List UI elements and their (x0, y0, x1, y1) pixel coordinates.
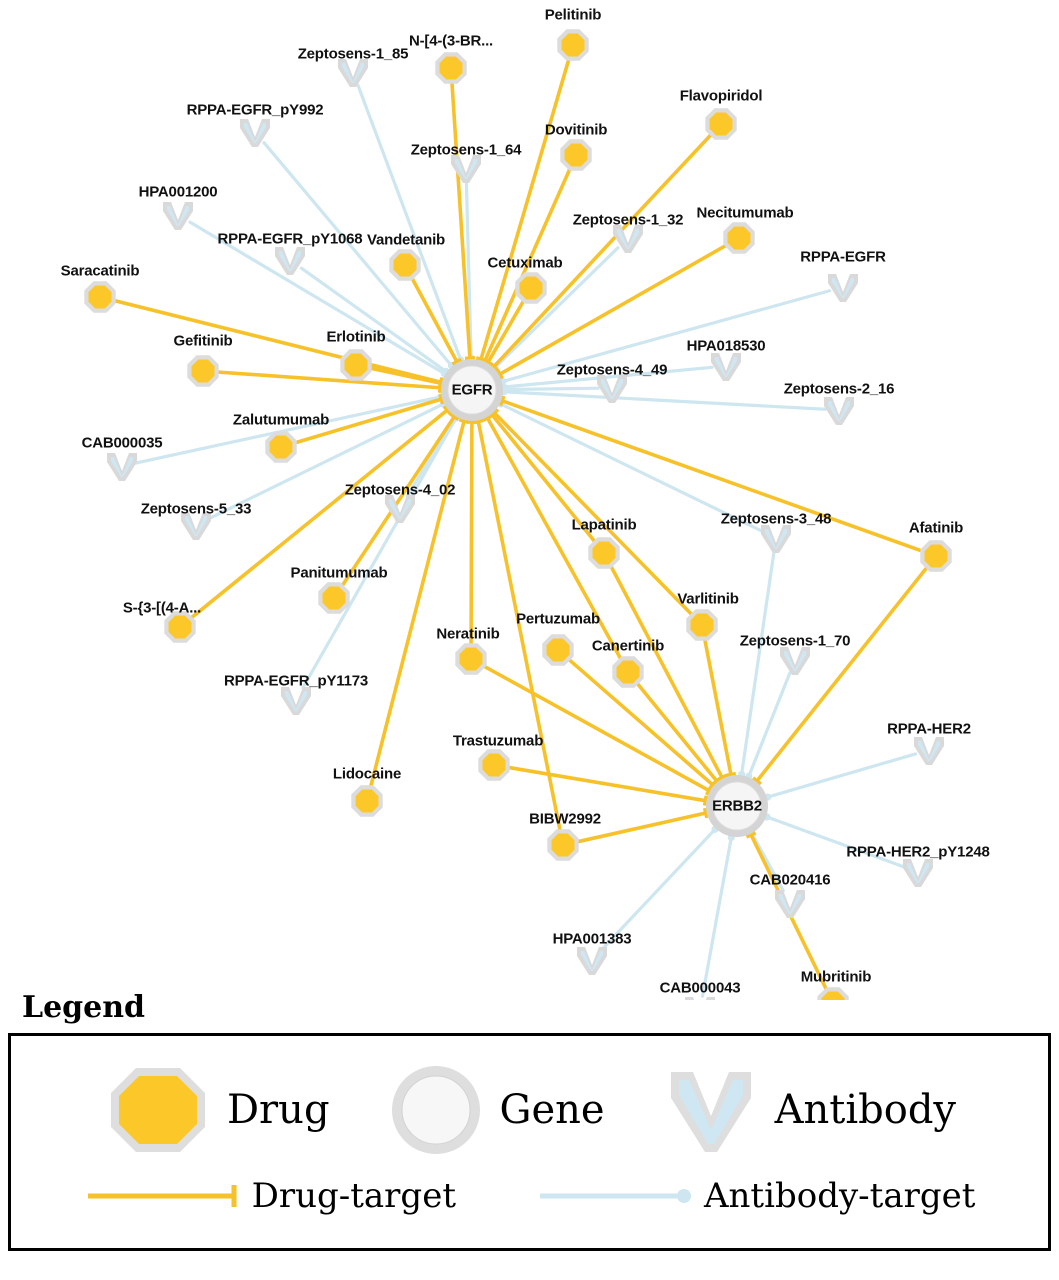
drug-node[interactable] (345, 354, 368, 377)
legend-label-drug-target: Drug-target (251, 1176, 456, 1216)
legend-label-drug: Drug (226, 1087, 330, 1133)
drug-node[interactable] (89, 286, 112, 309)
drug-node[interactable] (323, 587, 346, 610)
antibody-node-group[interactable] (577, 947, 607, 975)
antibody-node-group[interactable] (107, 453, 137, 481)
antibody-node-group[interactable] (828, 274, 858, 302)
drug-target-edge (370, 368, 441, 383)
drug-target-edge (370, 421, 464, 787)
antibody-node-label: RPPA-HER2_pY1248 (846, 843, 990, 861)
drug-node-label: Gefitinib (173, 332, 233, 350)
antibody-node-label: RPPA-HER2 (887, 720, 971, 738)
legend-label-antibody: Antibody (774, 1087, 957, 1133)
drug-node[interactable] (547, 639, 570, 662)
drug-node-label: Erlotinib (326, 328, 386, 346)
drug-node[interactable] (925, 545, 948, 568)
drug-node-label: Canertinib (591, 637, 665, 655)
drug-target-edge (757, 567, 927, 781)
gene-icon (386, 1060, 486, 1160)
antibody-node-label: RPPA-EGFR_pY1068 (217, 230, 363, 248)
antibody-node-group[interactable] (163, 202, 193, 230)
antibody-node-group[interactable] (914, 737, 944, 765)
legend-box (8, 1033, 1051, 1251)
drug-edge-icon (84, 1181, 244, 1211)
legend-item-antibody (661, 1060, 956, 1160)
legend-edge-row (11, 1176, 1048, 1216)
drug-target-edge (502, 401, 923, 552)
drug-node-label: Afatinib (908, 519, 964, 537)
drug-node-label: Lapatinib (571, 516, 637, 534)
legend-label-antibody-target: Antibody-target (703, 1176, 976, 1216)
drug-node-label: Zalutumumab (232, 411, 330, 429)
drug-node[interactable] (356, 790, 379, 813)
drug-icon (103, 1060, 213, 1160)
drug-node-label: Trastuzumab (452, 732, 544, 750)
antibody-node-group[interactable] (275, 247, 305, 275)
drug-target-edge (637, 683, 717, 781)
drug-edge-terminator (705, 796, 707, 806)
drug-target-edge (342, 417, 455, 587)
antibody-node-label: Zeptosens-1_64 (410, 141, 522, 159)
drug-node[interactable] (270, 436, 293, 459)
drug-node[interactable] (483, 754, 506, 777)
drug-node[interactable] (593, 542, 616, 565)
drug-node-label: Cetuximab (487, 254, 563, 272)
drug-node-label: Pelitinib (544, 6, 602, 24)
gene-node-label: ERBB2 (712, 797, 762, 815)
antibody-node-group[interactable] (281, 687, 311, 715)
antibody-node-label: HPA001383 (552, 930, 632, 948)
antibody-edge-icon (536, 1181, 696, 1211)
drug-node[interactable] (460, 648, 483, 671)
drug-node-label: N-[4-(3-BR... (408, 32, 494, 50)
drug-target-edge (481, 58, 569, 359)
antibody-node-label: RPPA-EGFR (800, 248, 886, 266)
antibody-target-edge (742, 552, 774, 774)
drug-node-label: Dovitinib (544, 121, 608, 139)
drug-node[interactable] (562, 34, 585, 57)
gene-node-label: EGFR (451, 381, 493, 399)
drug-node[interactable] (710, 113, 733, 136)
antibody-node-label: Zeptosens-4_02 (344, 481, 456, 499)
legend-label-gene: Gene (499, 1087, 605, 1133)
antibody-node-label: HPA018530 (686, 337, 766, 355)
drug-target-edge (494, 413, 692, 615)
drug-node[interactable] (728, 227, 751, 250)
legend-item-gene (386, 1060, 605, 1160)
antibody-node-label: RPPA-EGFR_pY1173 (223, 672, 369, 690)
legend-item-drug-target (84, 1176, 456, 1216)
drug-node-label: Pertuzumab (516, 610, 600, 628)
drug-node-label: Vandetanib (366, 231, 446, 249)
drug-node-label: S-{3-[(4-A... (122, 599, 202, 617)
antibody-node-group[interactable] (711, 353, 741, 381)
antibody-node-label: Zeptosens-1_32 (572, 211, 684, 229)
drug-node-label: Panitumumab (290, 564, 388, 582)
drug-edge-terminator (465, 358, 475, 359)
drug-node-label: Saracatinib (60, 262, 140, 280)
legend-title: Legend (22, 990, 146, 1025)
drug-node-label: Varlitinib (677, 590, 739, 608)
legend-item-antibody-target (536, 1176, 975, 1216)
drug-node-label: Lidocaine (332, 765, 402, 783)
antibody-icon (661, 1060, 761, 1160)
antibody-node-group[interactable] (780, 647, 810, 675)
antibody-target-edge (768, 754, 916, 797)
drug-node-label: Mubritinib (800, 968, 872, 986)
antibody-node-label: Zeptosens-3_48 (720, 510, 832, 528)
antibody-target-edge (702, 837, 731, 996)
antibody-node-label: Zeptosens-2_16 (783, 380, 895, 398)
legend (8, 990, 1051, 1251)
antibody-target-edge (303, 418, 456, 688)
antibody-node-label: CAB000043 (659, 979, 741, 997)
drug-node[interactable] (617, 661, 640, 684)
drug-node-label: BIBW2992 (529, 810, 601, 828)
antibody-target-edge (301, 268, 446, 371)
drug-node[interactable] (565, 144, 588, 167)
antibody-node-group[interactable] (338, 59, 368, 87)
antibody-node-group[interactable] (775, 890, 805, 918)
antibody-node-label: Zeptosens-5_33 (140, 500, 252, 518)
antibody-target-edge (504, 388, 598, 389)
drug-node[interactable] (440, 57, 463, 80)
drug-node-label: Neratinib (436, 625, 500, 643)
antibody-target-edge (504, 392, 825, 409)
antibody-node-group[interactable] (824, 397, 854, 425)
drug-node[interactable] (552, 834, 575, 857)
antibody-node-group[interactable] (761, 525, 791, 553)
drug-node[interactable] (192, 360, 215, 383)
legend-node-row (11, 1060, 1048, 1160)
drug-node[interactable] (691, 614, 714, 637)
antibody-node-group[interactable] (451, 155, 481, 183)
antibody-node-label: CAB000035 (81, 434, 163, 452)
antibody-node-label: CAB020416 (749, 871, 831, 889)
antibody-node-label: Zeptosens-1_85 (297, 45, 409, 63)
antibody-node-label: RPPA-EGFR_pY992 (186, 101, 324, 119)
antibody-node-label: Zeptosens-4_49 (556, 361, 668, 379)
drug-node-label: Necitumumab (696, 204, 794, 222)
drug-node-label: Flavopiridol (679, 87, 763, 105)
drug-node[interactable] (520, 277, 543, 300)
legend-item-drug (103, 1060, 330, 1160)
drug-target-edge (471, 422, 472, 645)
antibody-node-label: HPA001200 (138, 183, 218, 201)
drug-node[interactable] (169, 616, 192, 639)
drug-node[interactable] (394, 254, 417, 277)
antibody-node-label: Zeptosens-1_70 (739, 632, 851, 650)
antibody-node-group[interactable] (903, 859, 933, 887)
